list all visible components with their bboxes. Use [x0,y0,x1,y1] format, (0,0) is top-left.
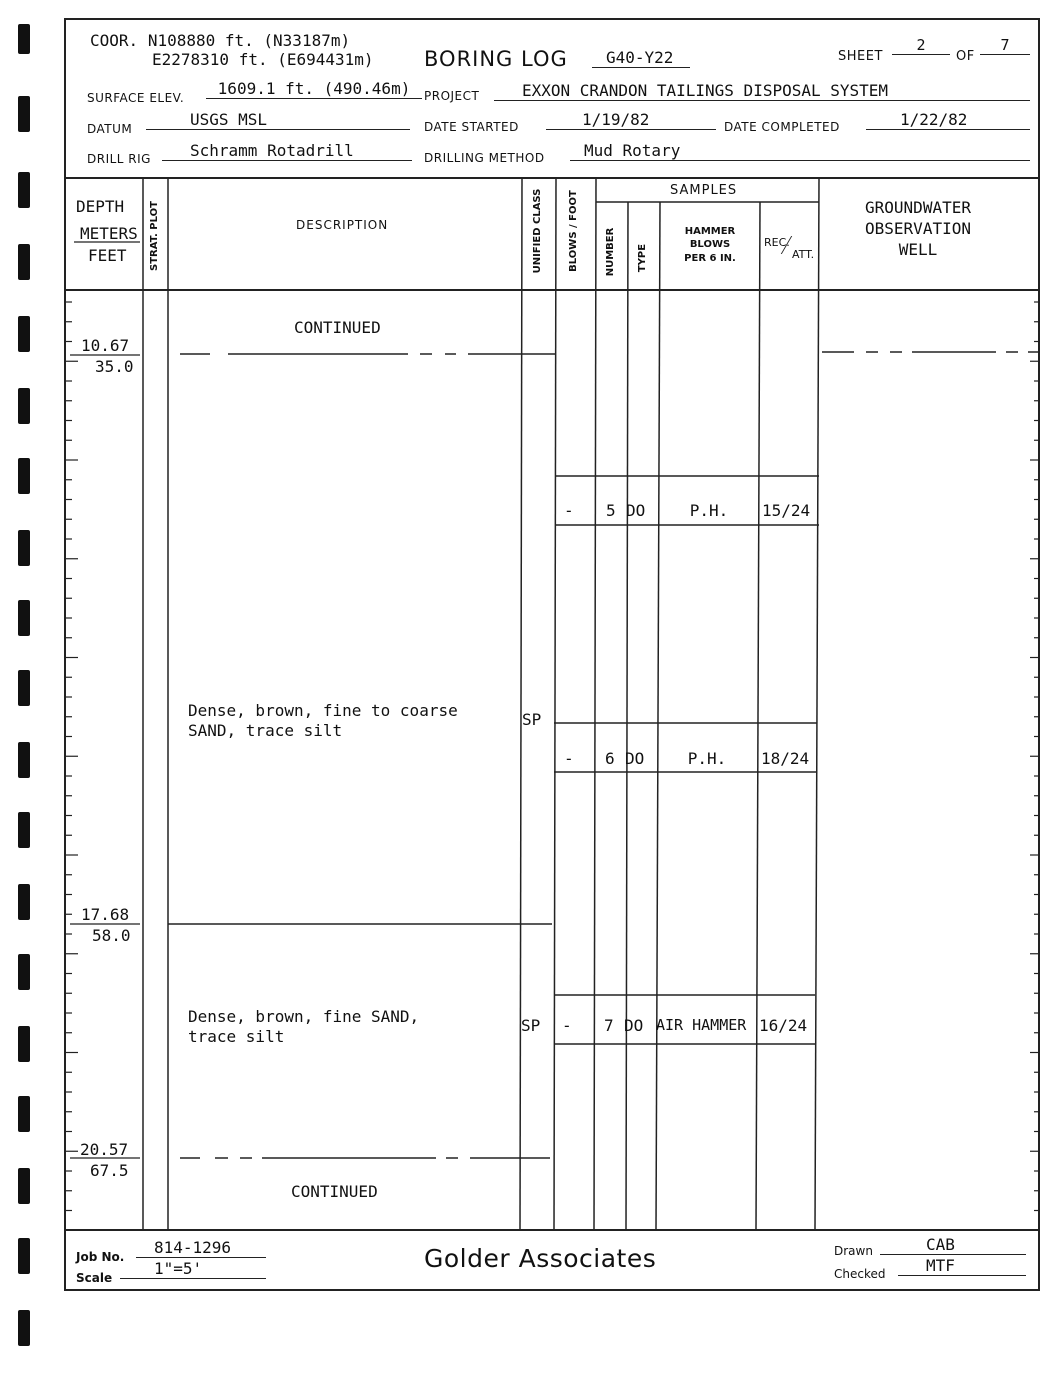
recovery: 15/24 [762,501,811,520]
type-header: TYPE [637,243,648,273]
sheet-label: SHEET [838,49,883,64]
stratum-description: Dense, brown, fine SAND, [188,1007,420,1026]
description-header: DESCRIPTION [296,218,389,232]
drill-rig: Schramm Rotadrill [162,141,412,161]
sample-number: 5 [606,501,616,520]
hammer-blows: AIR HAMMER [656,1016,747,1034]
surface-elev-label: SURFACE ELEV. [87,91,185,105]
number-header: NUMBER [605,227,616,277]
depth-meters: 20.57 [80,1140,129,1159]
strat-plot-header: STRAT. PLOT [149,201,160,271]
scale-label: Scale [76,1271,113,1285]
form-title: BORING LOG [424,47,568,71]
stratum-description: SAND, trace silt [188,721,343,740]
rec-header: REC. [764,236,790,249]
datum-value: USGS MSL [146,110,410,130]
drill-rig-label: DRILL RIG [87,152,151,166]
coordinates-east: E2278310 ft. (E694431m) [152,50,374,69]
stratum-description: Dense, brown, fine to coarse [188,701,458,720]
date-started: 1/19/82 [546,110,716,130]
depth-feet: 67.5 [90,1161,129,1180]
depth-feet: 35.0 [95,357,134,376]
observation-header: OBSERVATION [865,219,971,238]
hammer-header: HAMMER [684,226,736,237]
att-header: ATT. [792,248,815,261]
blows-foot-header: BLOWS / FOOT [568,190,579,272]
blows-per-foot: - [564,749,574,768]
company-name: Golder Associates [424,1244,657,1273]
job-number-label: Job No. [76,1250,125,1264]
sample-number: 7 [604,1016,614,1035]
recovery: 16/24 [759,1016,808,1035]
feet-header: FEET [88,246,127,265]
groundwater-header: GROUNDWATER [865,198,971,217]
drawn-by: CAB [880,1235,1026,1255]
of-label: OF [956,49,975,64]
date-started-label: DATE STARTED [424,120,519,134]
samples-header: SAMPLES [670,183,738,198]
unified-class-value: SP [522,710,542,729]
project-label: PROJECT [424,89,480,103]
drawn-label: Drawn [834,1244,873,1258]
depth-feet: 58.0 [92,926,131,945]
project-name: EXXON CRANDON TAILINGS DISPOSAL SYSTEM [494,81,1030,101]
coordinates-label: COOR. N108880 ft. (N33187m) [90,31,351,50]
hammer-per-header: PER 6 IN. [684,253,736,264]
surface-elevation: 1609.1 ft. (490.46m) [206,79,422,99]
boring-id: G40-Y22 [592,48,690,68]
job-number: 814-1296 [136,1238,266,1258]
depth-meters: 10.67 [81,336,130,355]
drilling-method: Mud Rotary [570,141,1030,161]
drilling-method-label: DRILLING METHOD [424,151,545,165]
hammer-blows-header: BLOWS [689,239,731,250]
unified-class-value: SP [521,1016,541,1035]
blows-per-foot: - [562,1016,572,1035]
depth-header: DEPTH [76,197,125,216]
meters-header: METERS [80,224,138,243]
scale-value: 1"=5' [120,1259,266,1279]
hammer-blows: P.H. [689,501,729,520]
coordinates-north: N108880 ft. (N33187m) [147,31,351,50]
well-header: WELL [898,240,938,259]
sheet-total: 7 [980,36,1030,55]
continued-top-note: CONTINUED [294,318,381,337]
sample-number: 6 [605,749,615,768]
stratum-description: trace silt [188,1027,285,1046]
checked-by: MTF [898,1256,1026,1276]
date-completed: 1/22/82 [866,110,1030,130]
sample-type: DO [626,501,646,520]
sample-type: DO [625,749,645,768]
sample-type: DO [624,1016,644,1035]
recovery: 18/24 [761,749,810,768]
datum-label: DATUM [87,122,133,136]
date-completed-label: DATE COMPLETED [724,120,840,134]
checked-label: Checked [834,1267,886,1281]
continued-bottom-note: CONTINUED [291,1182,378,1201]
unified-class-header: UNIFIED CLASS [532,188,543,274]
blows-per-foot: - [564,501,574,520]
depth-meters: 17.68 [81,905,130,924]
sheet-number: 2 [892,36,950,55]
hammer-blows: P.H. [687,749,727,768]
